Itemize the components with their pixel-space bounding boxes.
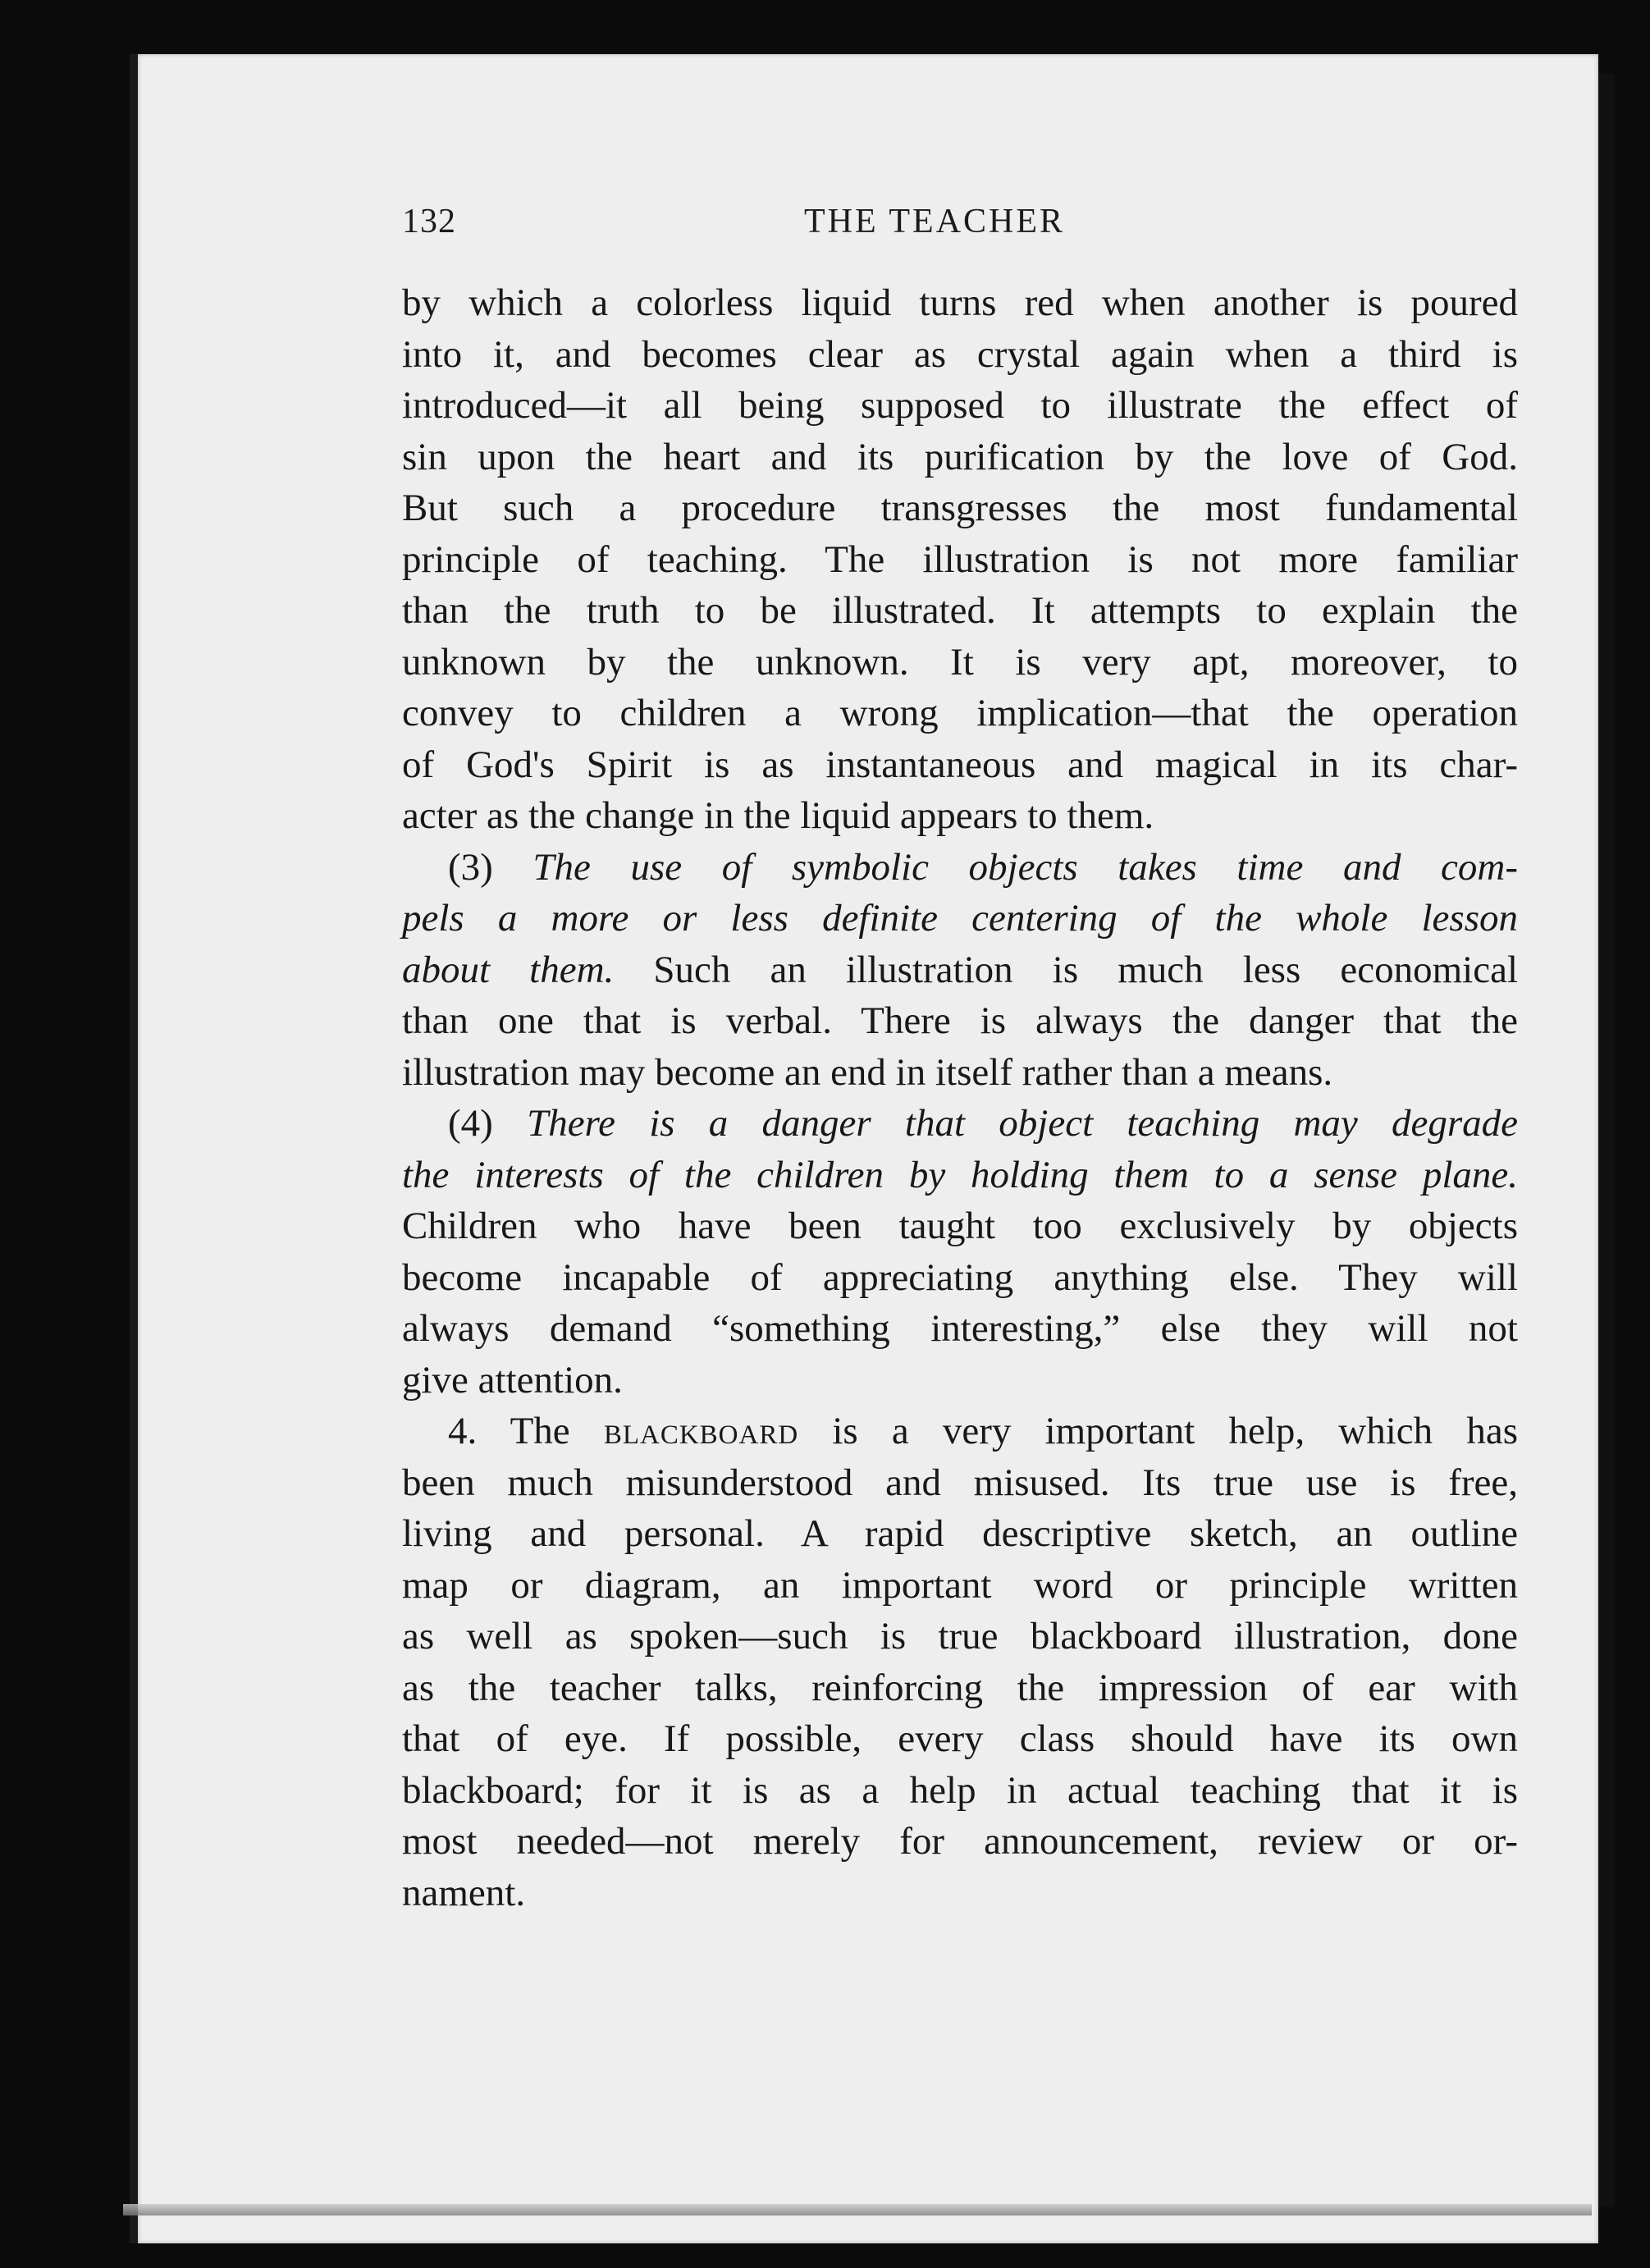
paragraph-5-line-1: [402, 1406, 1518, 1457]
text-line: always demand “something interesting,” else they will not: [402, 1307, 1518, 1350]
text-span: is a very important help, which has: [832, 1410, 1518, 1452]
text-line: unknown by the unknown. It is very apt, moreover, to: [402, 640, 1518, 684]
italic-text: pels a more or less definite centering of the whole lesson: [402, 897, 1518, 940]
text-line: as the teacher talks, reinforcing the impression of ear with: [402, 1666, 1518, 1709]
page-number: 132: [402, 203, 456, 240]
text-line: nament.: [402, 1871, 526, 1914]
text-line: But such a procedure transgresses the most fundamental: [402, 487, 1518, 529]
paragraph-3-line-1: [402, 842, 1518, 894]
text-line: blackboard; for it is as a help in actual teaching that it is: [402, 1768, 1518, 1812]
paragraph-number: (3): [448, 845, 493, 889]
text-line: as well as spoken—such is true blackboard illustration, done: [402, 1615, 1518, 1658]
text-line: Children who have been taught too exclusively by objects: [402, 1205, 1518, 1247]
text-line: most needed—not merely for announcement, review or or-: [402, 1820, 1518, 1863]
text-line: acter as the change in the liquid appears to them.: [402, 794, 1154, 837]
paragraph-number: (4): [448, 1102, 493, 1145]
text-line: than one that is verbal. There is always the danger that the: [402, 999, 1518, 1042]
text-line: than the truth to be illustrated. It attempts to explain the: [402, 589, 1518, 632]
paragraph-number: 4. The: [448, 1410, 570, 1452]
text-line: been much misunderstood and misused. Its true use is free,: [402, 1461, 1518, 1504]
text-line: give attention.: [402, 1358, 623, 1401]
italic-text: The use of symbolic objects takes time and com-: [532, 845, 1518, 889]
text-line: illustration may become an end in itself rather than a means.: [402, 1050, 1333, 1094]
body-text: [402, 277, 1518, 1918]
running-head: THE TEACHER: [804, 203, 1066, 240]
text-line: introduced—it all being supposed to illustrate the effect of: [402, 384, 1518, 427]
italic-text: There is a danger that object teaching may degrade: [527, 1102, 1519, 1145]
text-line: become incapable of appreciating anything else. They will: [402, 1255, 1518, 1299]
italic-text: the interests of the children by holding them to a sense plane.: [402, 1153, 1518, 1196]
paragraph-3-line-2: [402, 893, 1518, 944]
keyword-smallcaps: blackboard: [603, 1410, 799, 1452]
text-line: map or diagram, an important word or principle written: [402, 1563, 1518, 1607]
text-line: convey to children a wrong implication—that the operation: [402, 692, 1518, 734]
paragraph-4-line-2: [402, 1150, 1518, 1201]
text-line: by which a colorless liquid turns red when another is poured: [402, 281, 1518, 324]
text-line: of God's Spirit is as instantaneous and magical in its char-: [402, 743, 1518, 786]
page-header: [402, 202, 1518, 251]
text-line: principle of teaching. The illustration is not more familiar: [402, 537, 1518, 581]
page-bottom-edge: [123, 2204, 1592, 2215]
text-line: living and personal. A rapid descriptive sketch, an outline: [402, 1512, 1518, 1555]
text-span: Such an illustration is much less economical: [614, 948, 1519, 991]
paragraph-4-line-1: [402, 1098, 1518, 1150]
paragraph-3-line-3: [402, 944, 1518, 996]
text-line: sin upon the heart and its purification by the love of God.: [402, 435, 1518, 478]
text-line: into it, and becomes clear as crystal again when a third is: [402, 332, 1518, 376]
italic-text: about them.: [402, 948, 615, 991]
text-line: that of eye. If possible, every class should have its own: [402, 1717, 1518, 1760]
